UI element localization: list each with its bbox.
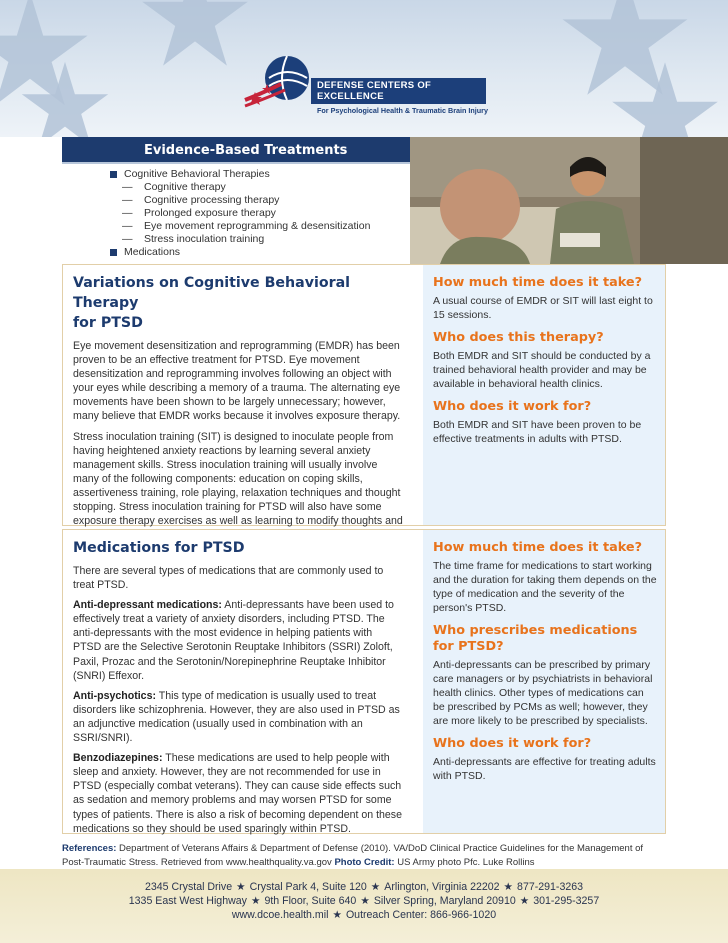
med-time-question: How much time does it take? (433, 540, 643, 555)
footer-address-line1 (0, 881, 728, 893)
dash-bullet-icon: — (122, 207, 133, 219)
logo-org-name: DEFENSE CENTERS OF EXCELLENCE (311, 78, 486, 104)
outreach-center: Outreach Center: 866-966-1020 (345, 909, 497, 921)
antidepressant-text: Anti-depressants have been used to effectively treat a variety of anxiety disorders, including PTSD. The anti-depressants with the most evidence in helping patients with PTSD are the Selective Serotonin Reuptake Inhibitors (SSRI) Zoloft, Paxil, Prozac and the Serotonin/Norepinephrine Reuptake Inhibitor (SNRI) Effexor. (73, 599, 394, 682)
references-label: References: (62, 843, 117, 854)
ebt-sub-item-label: Stress inoculation training (144, 233, 265, 245)
address-street: 2345 Crystal Drive (144, 881, 233, 893)
evidence-based-treatments-box (62, 137, 410, 264)
footer-address-line2 (0, 895, 728, 907)
ebt-sub-item (110, 207, 370, 220)
med-works-for-question: Who does it work for? (433, 736, 592, 751)
cbt-section-title (73, 273, 403, 333)
logo-org-subtitle: For Psychological Health & Traumatic Brain Injury (317, 106, 488, 115)
therapy-session-photo (410, 137, 728, 264)
medications-intro: There are several types of medications that are commonly used to treat PTSD. (73, 565, 384, 592)
photo-credit-text: US Army photo Pfc. Luke Rollins (394, 857, 535, 868)
ebt-main-item (110, 246, 370, 259)
cbt-variations-section (62, 264, 666, 526)
address-phone: 877-291-3263 (517, 881, 584, 893)
header-banner (0, 0, 728, 137)
dash-bullet-icon: — (122, 220, 133, 232)
antidepressant-paragraph (73, 598, 403, 683)
cbt-main-column (73, 273, 403, 542)
medications-main-column (73, 538, 403, 836)
dcoe-logo (241, 48, 511, 114)
star-separator-icon: ★ (503, 881, 514, 893)
photo-credit-label: Photo Credit: (334, 857, 395, 868)
benzodiazepine-paragraph (73, 751, 403, 836)
emdr-paragraph: Eye movement desensitization and reprogramming (EMDR) has been proven to be an effective treatment for PTSD. Eye movement desensitization and reprogramming involves following an object with your eyes while describing a memory of a trauma. The alternating eye movements have been shown to be largely unnecessary; however, many believe that EMDR works because it involves exposure therapy. (73, 340, 401, 423)
cbt-who-does-question: Who does this therapy? (433, 330, 604, 345)
address-suite: 9th Floor, Suite 640 (264, 895, 357, 907)
cbt-title-line1: Variations on Cognitive Behavioral Therapy (73, 275, 351, 311)
address-street: 1335 East West Highway (128, 895, 247, 907)
dash-bullet-icon: — (122, 194, 133, 206)
ebt-sub-item-label: Cognitive processing therapy (144, 194, 280, 206)
med-prescriber-answer: Anti-depressants can be prescribed by primary care managers or by psychiatrists in behavioral health clinics. Other types of medications can be prescribed by PCMs as well; however, they are more likely to be prescribed by specialists. (433, 659, 653, 727)
ebt-title-bar (62, 137, 410, 164)
ebt-sub-item (110, 194, 370, 207)
med-works-for-answer: Anti-depressants are effective for treating adults with PTSD. (433, 756, 656, 782)
star-separator-icon: ★ (236, 881, 246, 893)
ebt-main-item-label: Cognitive Behavioral Therapies (124, 168, 270, 180)
benzodiazepine-label: Benzodiazepines: (73, 752, 163, 765)
address-phone: 301-295-3257 (533, 895, 600, 907)
ebt-sub-item (110, 233, 370, 246)
ebt-sub-item (110, 181, 370, 194)
address-city: Silver Spring, Maryland 20910 (373, 895, 516, 907)
references-text: Department of Veterans Affairs & Department of Defense (2010). VA/DoD Clinical Practice Guidelines for the Management of Post-Traumatic Stress. Retrieved from www.healthquality.va.gov (62, 843, 644, 868)
dash-bullet-icon: — (122, 181, 133, 193)
ebt-sub-item-label: Prolonged exposure therapy (144, 207, 276, 219)
cbt-title-line2: for PTSD (73, 315, 143, 331)
dash-bullet-icon: — (122, 233, 133, 245)
medications-section (62, 529, 666, 834)
website-link[interactable]: www.dcoe.health.mil (231, 909, 329, 921)
square-bullet-icon (110, 249, 117, 256)
star-separator-icon: ★ (519, 895, 530, 907)
antipsychotic-text: This type of medication is usually used to treat disorders like schizophrenia. However, they are also used in PTSD as an adjunctive medication (usually used in combination with an SSRI/SNRI). (73, 689, 400, 745)
sit-paragraph: Stress inoculation training (SIT) is designed to inoculate people from having heightened anxiety reactions by learning several anxiety management skills. Stress inoculation training will usually involve many of the following components: education on coping skills, assertiveness training, role playing, relaxation techniques and thought stopping. Stress inoculation training for PTSD will also have some exposure therapy exercises as well as learning to modify thoughts and (73, 430, 403, 528)
ebt-sub-item-label: Eye movement reprogramming & desensitization (144, 220, 371, 232)
star-separator-icon: ★ (332, 909, 342, 921)
medications-section-title: Medications for PTSD (73, 540, 245, 556)
ebt-list (110, 168, 370, 259)
address-suite: Crystal Park 4, Suite 120 (249, 881, 367, 893)
ebt-main-item-label: Medications (124, 246, 181, 258)
ebt-sub-item-label: Cognitive therapy (144, 181, 226, 193)
background-star-icon (610, 60, 720, 137)
med-time-answer: The time frame for medications to start working and the duration for taking them depends on the type of medication and the severity of the person's PTSD. (433, 560, 657, 614)
globe-logo-icon (241, 48, 311, 114)
cbt-who-does-answer: Both EMDR and SIT should be conducted by a trained behavioral health provider and may be available in behavioral health clinics. (433, 350, 651, 390)
medications-faq-column (433, 540, 658, 783)
cbt-works-for-answer: Both EMDR and SIT have been proven to be effective treatments in adults with PTSD. (433, 419, 642, 445)
ebt-sub-item (110, 220, 370, 233)
star-separator-icon: ★ (360, 895, 370, 907)
cbt-time-question: How much time does it take? (433, 275, 643, 290)
background-star-icon (20, 60, 110, 137)
star-separator-icon: ★ (370, 881, 381, 893)
background-star-icon (140, 0, 250, 70)
antipsychotic-label: Anti-psychotics: (73, 689, 156, 702)
cbt-time-answer: A usual course of EMDR or SIT will last eight to 15 sessions. (433, 295, 653, 321)
photo-illustration (410, 137, 728, 264)
cbt-works-for-question: Who does it work for? (433, 399, 592, 414)
antipsychotic-paragraph (73, 689, 403, 745)
references (62, 842, 666, 870)
footer-contact (0, 869, 728, 943)
med-prescriber-question: Who prescribes medications for PTSD? (433, 623, 638, 654)
address-city: Arlington, Virginia 22202 (384, 881, 500, 893)
benzodiazepine-text: These medications are used to help people with sleep and anxiety. However, they are not recommended for use in PTSD (especially combat veterans). They can cause side effects such as sedation and memory problems and may worsen PTSD for some types of patients. There is also a risk of becoming dependent on these medications so they should be used sparingly within PTSD. (73, 752, 403, 835)
ebt-main-item (110, 168, 370, 181)
ebt-title: Evidence-Based Treatments (144, 143, 348, 158)
star-separator-icon: ★ (250, 895, 261, 907)
footer-web-line (0, 909, 728, 921)
cbt-faq-column (433, 275, 658, 446)
antidepressant-label: Anti-depressant medications: (73, 599, 222, 612)
square-bullet-icon (110, 171, 117, 178)
